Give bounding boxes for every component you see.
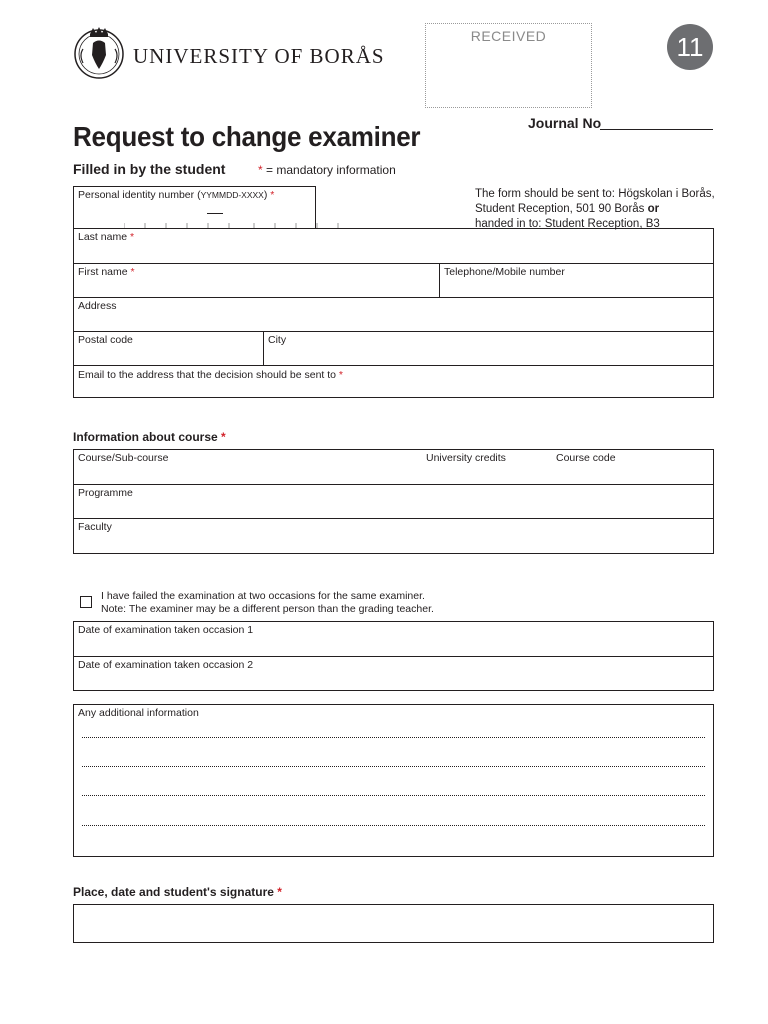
- exam-date-occasion-1-field[interactable]: [73, 621, 714, 657]
- address-label: Address: [78, 300, 117, 312]
- last-name-field[interactable]: [73, 228, 714, 264]
- additional-information-field[interactable]: [73, 704, 714, 857]
- additional-info-line-1: [82, 737, 705, 738]
- faculty-field[interactable]: [73, 518, 714, 554]
- failed-twice-checkbox[interactable]: [80, 596, 92, 608]
- city-label: City: [268, 334, 287, 346]
- pin-separator-dash: [207, 213, 223, 214]
- additional-info-line-3: [82, 795, 705, 796]
- email-field[interactable]: [73, 365, 714, 398]
- personal-identity-number-label: Personal identity number (YYMMDD-XXXX) *: [78, 189, 275, 201]
- first-name-field[interactable]: [73, 263, 440, 298]
- course-field[interactable]: [73, 449, 714, 485]
- telephone-label: Telephone/Mobile number: [444, 266, 565, 278]
- signature-section-title: Place, date and student's signature *: [73, 885, 282, 899]
- form-number-badge: 11: [667, 24, 713, 70]
- received-label: RECEIVED: [470, 28, 547, 44]
- personal-identity-number-field[interactable]: [73, 186, 316, 229]
- university-name: UNIVERSITY OF BORÅS: [133, 44, 385, 68]
- first-name-label: First name *: [78, 266, 135, 278]
- send-to-line-3: handed in to: Student Reception, B3: [475, 218, 660, 230]
- failed-twice-line-1: I have failed the examination at two occasions for the same examiner.: [101, 590, 425, 602]
- exam-date-occasion-2-field[interactable]: [73, 656, 714, 691]
- credits-label: University credits: [426, 452, 506, 464]
- send-to-instructions: [475, 187, 715, 232]
- student-section-title: Filled in by the student: [73, 161, 226, 177]
- failed-twice-statement: [101, 590, 434, 616]
- send-to-or: or: [647, 203, 660, 215]
- send-to-line-1: The form should be sent to: Högskolan i Borås,: [475, 188, 715, 200]
- university-crest-logo: [73, 25, 125, 81]
- course-label: Course/Sub-course: [78, 452, 169, 464]
- last-name-label: Last name *: [78, 231, 135, 243]
- send-to-line-2: Student Reception, 501 90 Borås or: [475, 203, 660, 215]
- exam-date-occasion-2-label: Date of examination taken occasion 2: [78, 659, 254, 671]
- exam-date-occasion-1-label: Date of examination taken occasion 1: [78, 624, 254, 636]
- course-code-label: Course code: [556, 452, 616, 464]
- email-label: Email to the address that the decision should be sent to *: [78, 369, 344, 381]
- telephone-field[interactable]: [439, 263, 714, 298]
- failed-twice-line-2: Note: The examiner may be a different person than the grading teacher.: [101, 603, 434, 615]
- required-star: *: [258, 163, 263, 177]
- additional-info-line-4: [82, 825, 705, 826]
- mandatory-note: [258, 163, 396, 177]
- journal-number-line[interactable]: [600, 129, 713, 130]
- additional-info-line-2: [82, 766, 705, 767]
- programme-field[interactable]: [73, 484, 714, 519]
- mandatory-note-text: = mandatory information: [266, 163, 396, 177]
- signature-field[interactable]: [73, 904, 714, 943]
- city-field[interactable]: [263, 331, 714, 366]
- additional-information-label: Any additional information: [78, 707, 199, 719]
- postal-code-field[interactable]: [73, 331, 264, 366]
- journal-label: Journal No: [528, 115, 602, 131]
- postal-code-label: Postal code: [78, 334, 133, 346]
- page-title: Request to change examiner: [73, 121, 421, 152]
- faculty-label: Faculty: [78, 521, 112, 533]
- address-field[interactable]: [73, 297, 714, 332]
- received-stamp-box: [425, 23, 592, 108]
- programme-label: Programme: [78, 487, 133, 499]
- course-section-title: Information about course *: [73, 430, 226, 444]
